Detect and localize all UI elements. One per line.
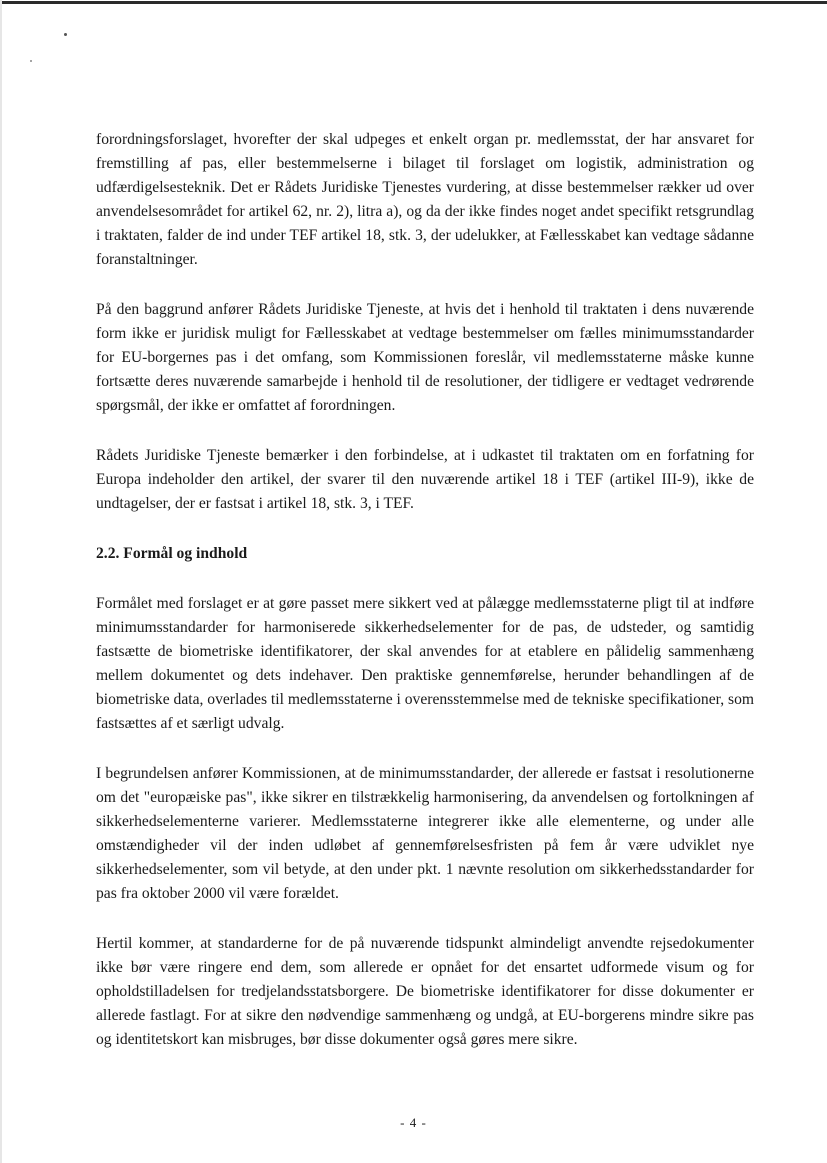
paragraph: På den baggrund anfører Rådets Juridiske Tjeneste, at hvis det i henhold til traktaten i dens nuværende form ikke er juridisk muligt for Fællesskabet at vedtage bestemmelser om fælles minimumsstandarder for EU-borgernes pas i det omfang, som Kommissionen foreslår, vil medlemsstaterne måske kunne fortsætte deres nuværende samarbejde i henhold til de resolutioner, der tidligere er vedtaget vedrørende spørgsmål, der ikke er omfattet af forordningen. <box>96 301 754 414</box>
paragraph: Rådets Juridiske Tjeneste bemærker i den forbindelse, at i udkastet til traktaten om en forfatning for Europa indeholder den artikel, der svarer til den nuværende artikel 18 i TEF (artikel III-9), ikke de undtagelser, der er fastsat i artikel 18, stk. 3, i TEF. <box>96 447 754 512</box>
section-heading: 2.2. Formål og indhold <box>96 545 248 562</box>
paragraph: forordningsforslaget, hvorefter der skal udpeges et enkelt organ pr. medlemsstat, der har ansvaret for fremstilling af pas, eller bestemmelserne i bilaget til forslaget om logistik, administration og udfærdigelsesteknik. Det er Rådets Juridiske Tjenestes vurdering, at disse bestemmelser rækker ud over anvendelsesområdet for artikel 62, nr. 2), litra a), og da der ikke findes noget andet specifikt retsgrundlag i traktaten, falder de ind under TEF artikel 18, stk. 3, der udelukker, at Fællesskabet kan vedtage sådanne foranstaltninger. <box>96 131 754 268</box>
scan-speck <box>64 33 67 36</box>
scan-speck <box>30 60 32 62</box>
document-body <box>96 128 754 1078</box>
scan-border-left <box>0 0 2 1163</box>
page-number: - 4 - <box>400 1115 427 1130</box>
paragraph: Hertil kommer, at standarderne for de på nuværende tidspunkt almindeligt anvendte rejsedokumenter ikke bør være ringere end dem, som allerede er opnået for det ensartet udformede visum og for opholdstilladelsen for tredjelandsstatsborgere. De biometriske identifikatorer for disse dokumenter er allerede fastlagt. For at sikre den nødvendige sammenhæng og undgå, at EU-borgerens mindre sikre pas og identitetskort kan misbruges, bør disse dokumenter også gøres mere sikre. <box>96 935 754 1048</box>
paragraph: Formålet med forslaget er at gøre passet mere sikkert ved at pålægge medlemsstaterne pligt til at indføre minimumsstandarder for harmoniserede sikkerhedselementer for de pas, de udsteder, og samtidig fastsætte de biometriske identifikatorer, der skal anvendes for at etablere en pålidelig sammenhæng mellem dokumentet og dets indehaver. Den praktiske gennemførelse, herunder behandlingen af de biometriske data, overlades til medlemsstaterne i overensstemmelse med de tekniske specifikationer, som fastsættes af et særligt udvalg. <box>96 595 755 732</box>
paragraph: I begrundelsen anfører Kommissionen, at de minimumsstandarder, der allerede er fastsat i resolutionerne om det "europæiske pas", ikke sikrer en tilstrækkelig harmonisering, da anvendelsen og fortolkningen af sikkerhedselementerne varierer. Medlemsstaterne integrerer ikke alle elementerne, og under alle omstændigheder vil der inden udløbet af gennemførelsesfristen på fem år være udviklet nye sikkerhedselementer, som vil betyde, at den under pkt. 1 nævnte resolution om sikkerhedsstandarder for pas fra oktober 2000 vil være forældet. <box>96 765 754 902</box>
scan-border-top <box>0 1 827 4</box>
